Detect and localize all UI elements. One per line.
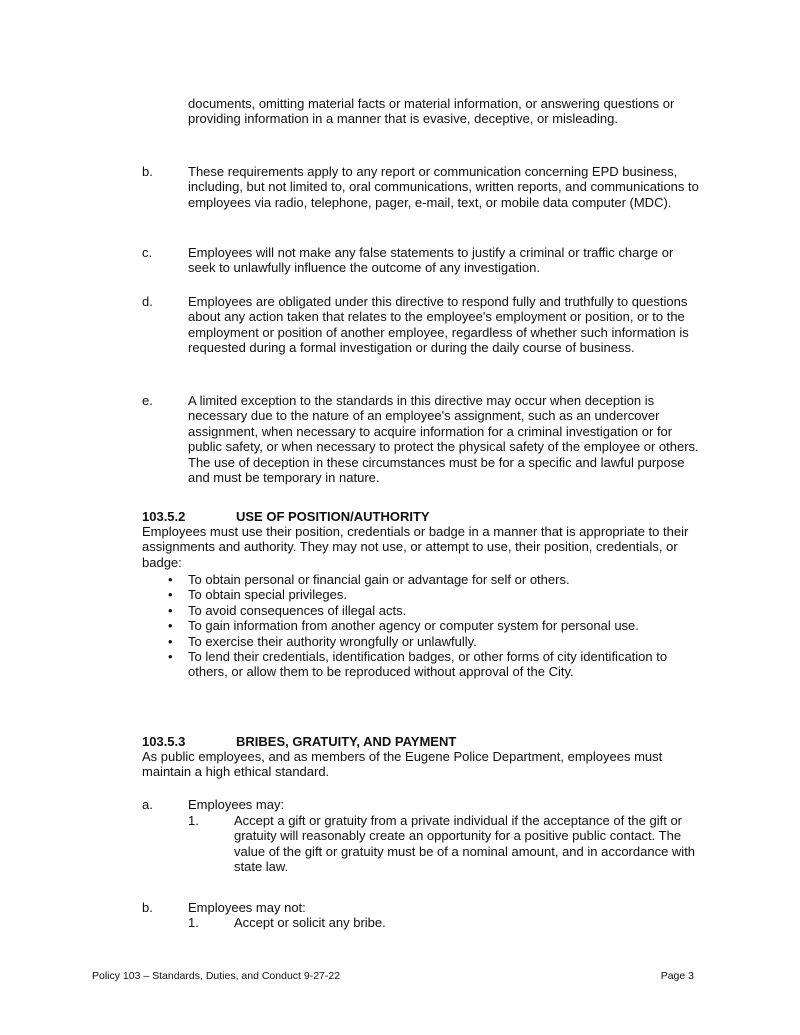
- list-item-d: [142, 294, 712, 356]
- bullet-icon: •: [168, 633, 173, 649]
- sub-item-number: 1.: [188, 915, 199, 930]
- list-item-b: [142, 164, 712, 210]
- list-item-c: [142, 245, 712, 276]
- authority-bullet-list: [160, 572, 705, 680]
- section-heading-use-of-position: [142, 509, 430, 524]
- bullet-icon: •: [168, 572, 173, 587]
- section-intro-paragraph: Employees must use their position, credentials or badge in a manner that is appropriate to their assignments and authority. They may not use, or attempt to use, their position, credentials, or badge:: [142, 524, 689, 570]
- sub-item-text: Accept a gift or gratuity from a private individual if the acceptance of the gift or gratuity will reasonably create an opportunity for a positive public contact. The value of the gift or gratuity must be of a nominal amount, and in accordance with state law.: [234, 813, 696, 875]
- bullet-item: • To obtain personal or financial gain or advantage for self or others.: [168, 572, 570, 587]
- item-label: b.: [142, 900, 153, 915]
- item-label: b.: [142, 164, 153, 179]
- bullet-item: • To lend their credentials, identification badges, or other forms of city identification to others, or allow them to be reproduced without approval of the City.: [168, 649, 668, 680]
- bullet-item: • To avoid consequences of illegal acts.: [168, 602, 407, 618]
- section-title: BRIBES, GRATUITY, AND PAYMENT: [236, 734, 457, 749]
- continuation-paragraph: documents, omitting material facts or material information, or answering questions or providing information in a manner that is evasive, deceptive, or misleading.: [188, 96, 675, 127]
- bullet-icon: •: [168, 587, 173, 603]
- section-heading-bribes: [142, 734, 456, 749]
- section-number: 103.5.3: [142, 734, 186, 749]
- section-intro-paragraph: As public employees, and as members of the Eugene Police Department, employees must maintain a high ethical standard.: [142, 749, 663, 780]
- item-text: These requirements apply to any report or communication concerning EPD business, including, but not limited to, oral communications, written reports, and communications to employees via radio, telephone, pager, e-mail, text, or mobile data computer (MDC).: [188, 164, 699, 210]
- bullet-item: • To obtain special privileges.: [168, 587, 347, 603]
- footer-page-number: Page 3: [660, 970, 694, 982]
- item-text: A limited exception to the standards in this directive may occur when deception is necessary due to the nature of an employee's assignment, such as an undercover assignment, when necessary to acquire information for a criminal investigation or for public safety, or when necessary to protect the physical safety of the employee or others. The use of deception in these circumstances must be for a specific and lawful purpose and must be temporary in nature.: [188, 393, 699, 486]
- list-item-b: [142, 900, 712, 915]
- bullet-icon: •: [168, 618, 173, 634]
- sub-item-a1: [188, 813, 708, 875]
- item-text: Employees may not:: [188, 900, 306, 915]
- bullet-icon: •: [168, 602, 173, 618]
- item-text: Employees will not make any false statements to justify a criminal or traffic charge or seek to unlawfully influence the outcome of any investigation.: [188, 245, 674, 276]
- bullet-icon: •: [168, 649, 173, 665]
- item-text: Employees may:: [188, 797, 285, 812]
- sub-item-text: Accept or solicit any bribe.: [234, 915, 386, 930]
- item-label: e.: [142, 393, 153, 408]
- item-label: d.: [142, 294, 153, 309]
- footer-policy-title: Policy 103 – Standards, Duties, and Conduct 9-27-22: [92, 970, 341, 982]
- bullet-item: • To gain information from another agency or computer system for personal use.: [168, 618, 639, 634]
- list-item-a: [142, 797, 712, 812]
- sub-item-number: 1.: [188, 813, 199, 828]
- item-label: a.: [142, 797, 153, 812]
- list-item-e: [142, 393, 712, 485]
- section-number: 103.5.2: [142, 509, 186, 524]
- item-text: Employees are obligated under this directive to respond fully and truthfully to questions about any action taken that relates to the employee's employment or position, or to the employment or position of another employee, regardless of whether such information is requested during a formal investigation or during the daily course of business.: [188, 294, 689, 356]
- item-label: c.: [142, 245, 153, 260]
- bullet-item: • To exercise their authority wrongfully or unlawfully.: [168, 633, 477, 649]
- sub-item-b1: [188, 915, 708, 930]
- section-title: USE OF POSITION/AUTHORITY: [236, 509, 430, 524]
